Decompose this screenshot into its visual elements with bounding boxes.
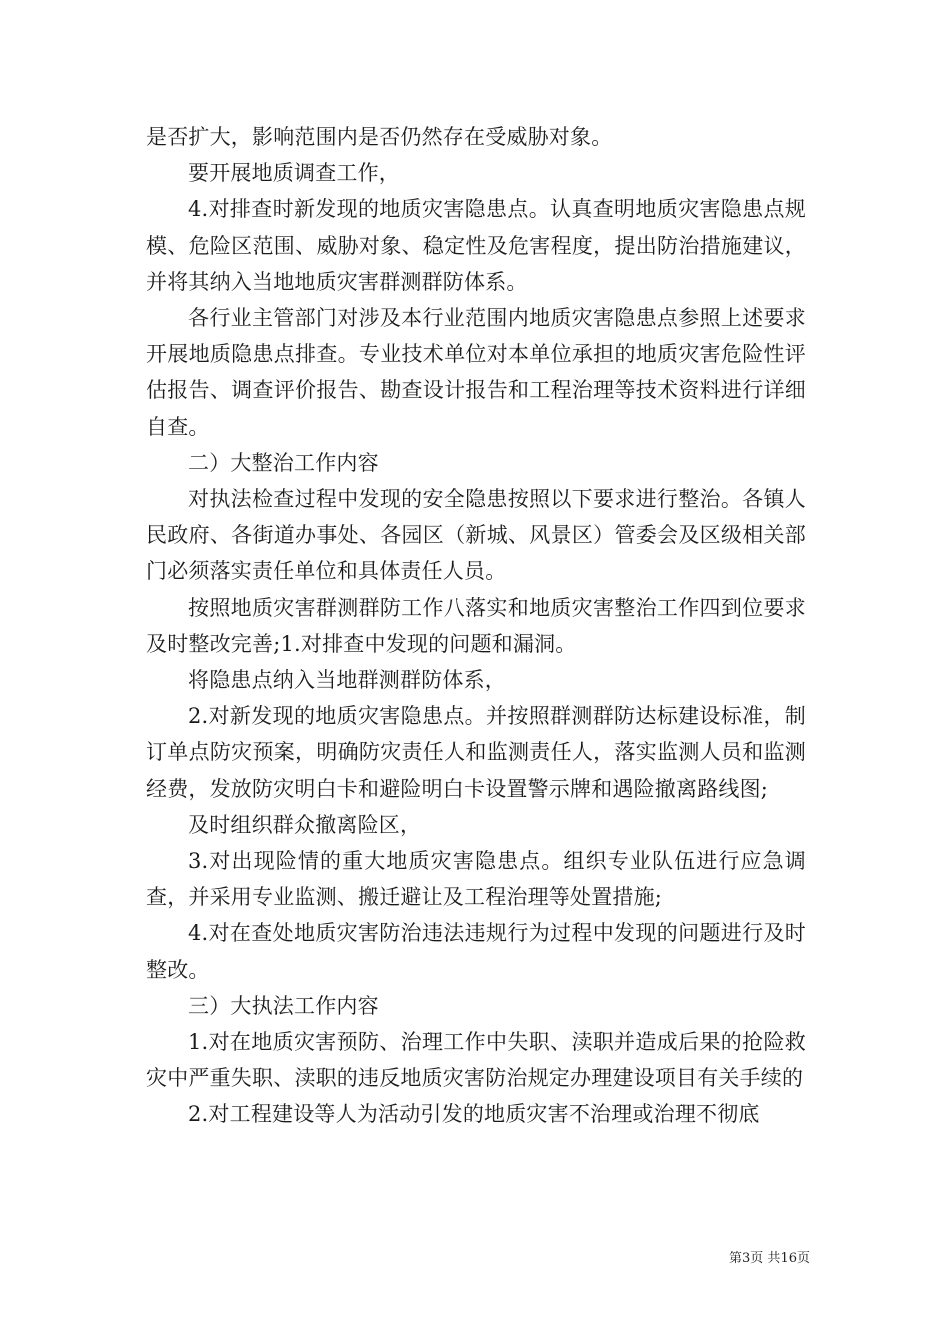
paragraph-11: 3.对出现险情的重大地质灾害隐患点。组织专业队伍进行应急调查，并采用专业监测、搬迁避让及工程治理等处置措施; [146, 849, 806, 910]
footer-current-page: 3 [742, 1251, 751, 1266]
footer-middle: 页 共 [750, 1251, 781, 1266]
paragraph-1: 是否扩大，影响范围内是否仍然存在受威胁对象。 [146, 125, 613, 149]
paragraph-3: 4.对排查时新发现的地质灾害隐患点。认真查明地质灾害隐患点规模、危险区范围、威胁对象、稳定性及危害程度，提出防治措施建议，并将其纳入当地地质灾害群测群防体系。 [146, 197, 806, 294]
paragraph-7: 按照地质灾害群测群防工作八落实和地质灾害整治工作四到位要求及时整改完善;1.对排查中发现的问题和漏洞。 [146, 595, 806, 656]
footer-suffix: 页 [796, 1251, 810, 1266]
paragraph-4: 各行业主管部门对涉及本行业范围内地质灾害隐患点参照上述要求开展地质隐患点排查。专业技术单位对本单位承担的地质灾害危险性评估报告、调查评价报告、勘查设计报告和工程治理等技术资料进行详细自查。 [146, 306, 806, 439]
page-number-footer [700, 1247, 810, 1266]
section-heading-3: 三）大执法工作内容 [188, 993, 379, 1018]
footer-total-pages: 16 [780, 1251, 797, 1266]
paragraph-14: 1.对在地质灾害预防、治理工作中失职、渎职并造成后果的抢险救灾中严重失职、渎职的违反地质灾害防治规定办理建设项目有关手续的 [146, 1030, 806, 1091]
document-body [146, 119, 806, 1133]
paragraph-2: 要开展地质调查工作， [188, 161, 400, 186]
footer-prefix: 第 [729, 1251, 743, 1266]
paragraph-6: 对执法检查过程中发现的安全隐患按照以下要求进行整治。各镇人民政府、各街道办事处、各园区（新城、风景区）管委会及区级相关部门必须落实责任单位和具体责任人员。 [146, 487, 806, 584]
paragraph-8: 将隐患点纳入当地群测群防体系， [188, 668, 506, 693]
section-heading-2: 二）大整治工作内容 [188, 450, 379, 475]
paragraph-9: 2.对新发现的地质灾害隐患点。并按照群测群防达标建设标准，制订单点防灾预案，明确防灾责任人和监测责任人，落实监测人员和监测经费，发放防灾明白卡和避险明白卡设置警示牌和遇险撤离路线图; [146, 704, 806, 801]
paragraph-10: 及时组织群众撤离险区， [188, 812, 422, 837]
paragraph-15: 2.对工程建设等人为活动引发的地质灾害不治理或治理不彻底 [188, 1102, 760, 1127]
paragraph-12: 4.对在查处地质灾害防治违法违规行为过程中发现的问题进行及时整改。 [146, 921, 806, 982]
